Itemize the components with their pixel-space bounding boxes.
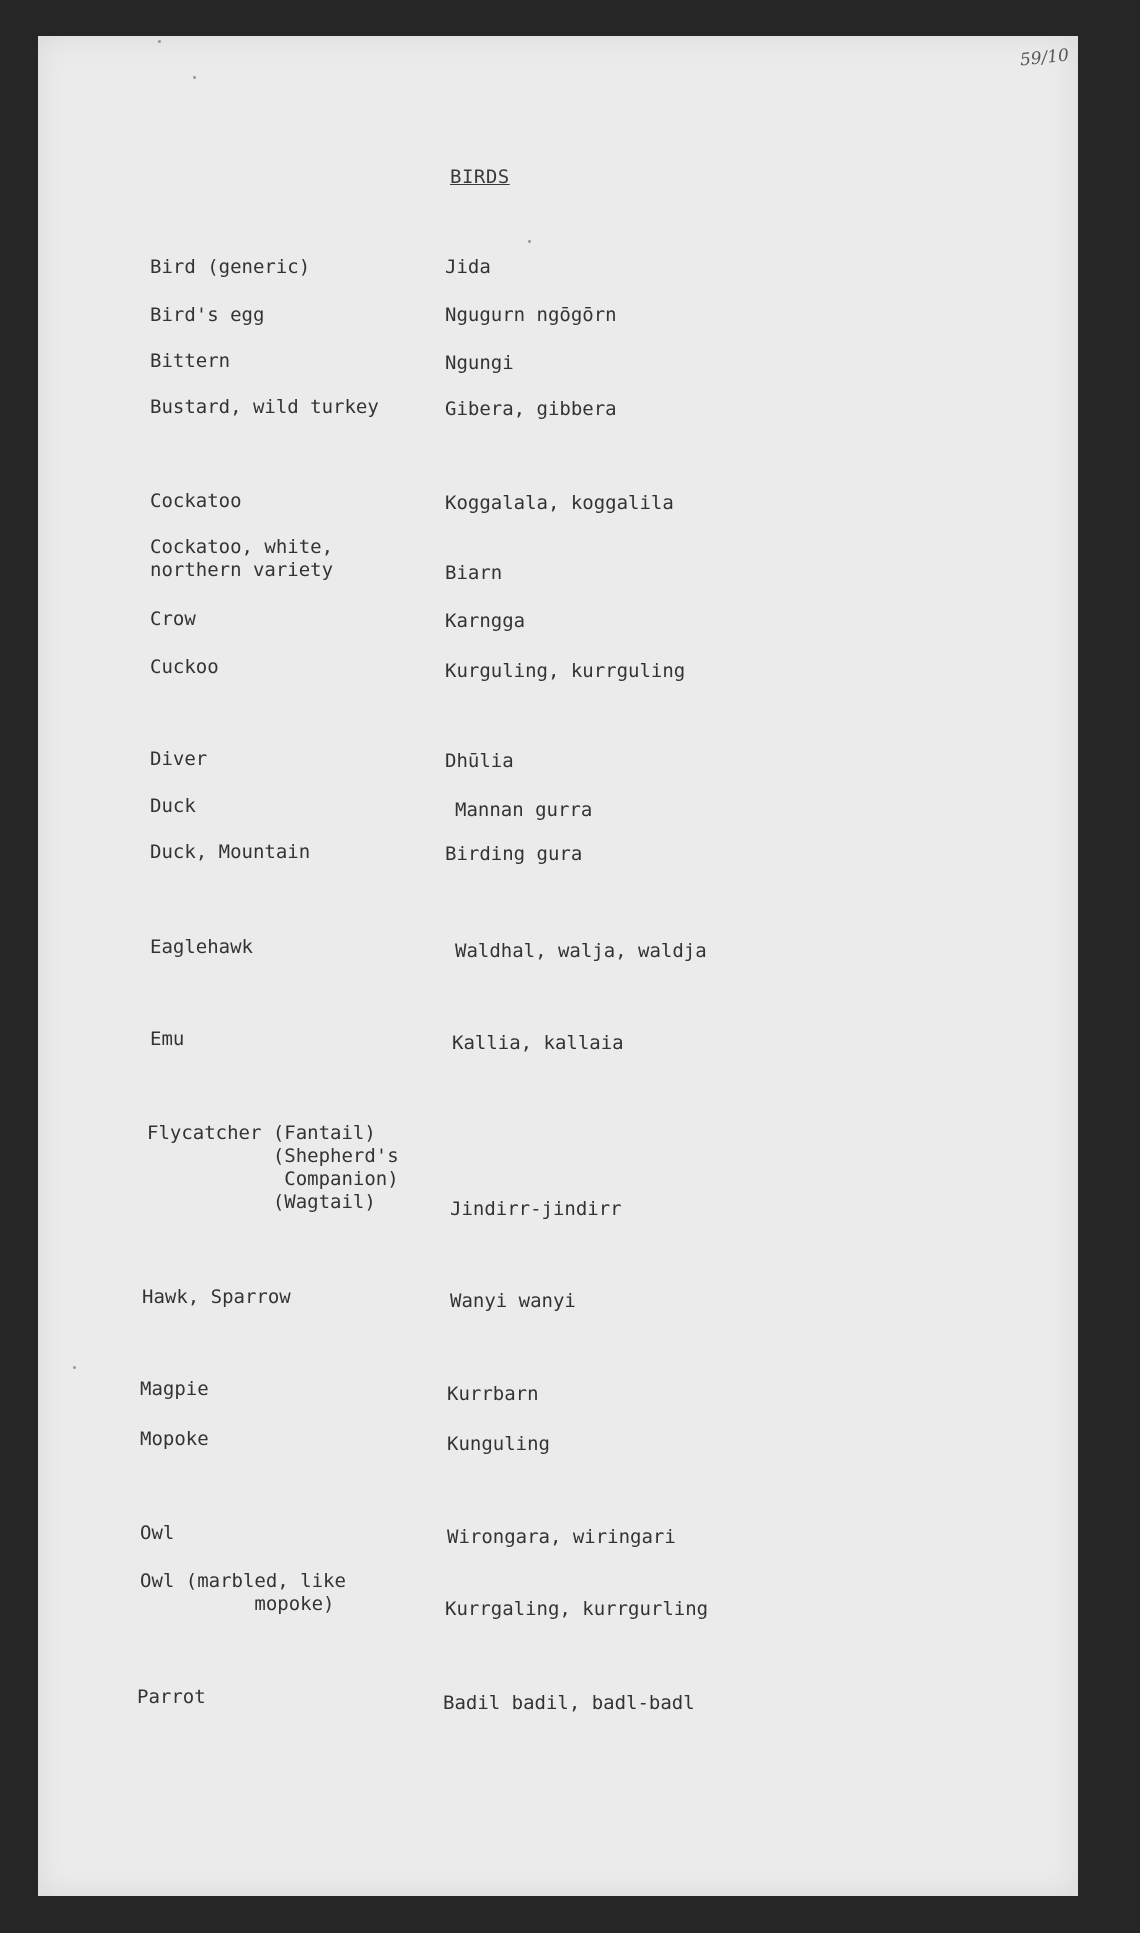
entry-aboriginal: Biarn [445,562,503,584]
folio-number: 59/10 [1019,45,1070,71]
entry-aboriginal: Wanyi wanyi [450,1290,576,1312]
entry-aboriginal: Waldhal, walja, waldja [455,940,707,962]
entry-aboriginal: Kurguling, kurrguling [445,660,686,682]
entry-english: Owl [140,1522,175,1544]
entry-aboriginal: Mannan gurra [455,799,593,821]
entry-aboriginal: Dhūlia [445,750,514,772]
entry-aboriginal: Ngugurn ngōgōrn [445,304,617,326]
entry-english: Diver [150,748,208,770]
page-title: BIRDS [450,166,510,188]
entry-english: Bittern [150,350,231,372]
entry-aboriginal: Birding gura [445,843,583,865]
entry-aboriginal: Jindirr-jindirr [450,1198,622,1220]
entry-english: Duck [150,795,196,817]
entry-aboriginal: Wirongara, wiringari [447,1526,676,1548]
entry-aboriginal: Ngungi [445,352,514,374]
entry-english: Parrot [137,1686,206,1708]
entry-english: Hawk, Sparrow [142,1286,291,1308]
entry-english: Eaglehawk [150,936,253,958]
entry-aboriginal: Jida [445,256,491,278]
entry-aboriginal: Karngga [445,610,526,632]
entry-english: Duck, Mountain [150,841,311,863]
entry-english: Cockatoo [150,490,242,512]
entry-aboriginal: Kurrbarn [447,1383,539,1405]
paper-speck [528,240,531,243]
entry-english: Crow [150,608,196,630]
entry-english: Emu [150,1028,185,1050]
entry-aboriginal: Kurrgaling, kurrgurling [445,1598,709,1620]
entry-aboriginal: Koggalala, koggalila [445,492,674,514]
entry-english: Magpie [140,1378,209,1400]
entry-english: Cockatoo, white, northern variety [150,536,334,581]
entry-english: Bustard, wild turkey [150,396,379,418]
entry-english: Cuckoo [150,656,219,678]
entry-english: Bird's egg [150,304,265,326]
paper-speck [193,76,196,79]
entry-aboriginal: Kallia, kallaia [452,1032,624,1054]
entry-english: Flycatcher (Fantail) (Shepherd's Companion) (Wagtail) [147,1122,399,1213]
entry-english: Owl (marbled, like mopoke) [140,1570,346,1615]
entry-aboriginal: Kunguling [447,1433,550,1455]
entry-english: Mopoke [140,1428,209,1450]
entry-aboriginal: Gibera, gibbera [445,398,617,420]
entry-english: Bird (generic) [150,256,311,278]
paper-speck [158,40,161,43]
entry-aboriginal: Badil badil, badl-badl [443,1692,695,1714]
paper-speck [73,1366,76,1369]
